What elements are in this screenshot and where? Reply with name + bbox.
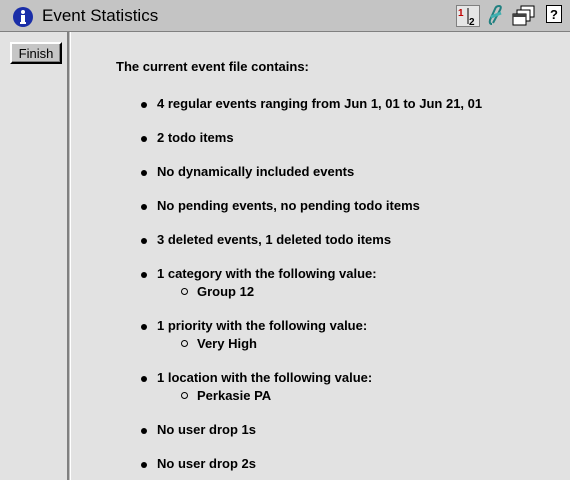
- list-item: 3 deleted events, 1 deleted todo items: [157, 232, 392, 247]
- list-item: 2 todo items: [157, 130, 234, 145]
- finish-button[interactable]: Finish: [10, 42, 62, 64]
- svg-text:1: 1: [458, 8, 464, 19]
- list-item: No pending events, no pending todo items: [157, 198, 420, 213]
- svg-text:2: 2: [469, 17, 475, 27]
- list-item: No dynamically included events: [157, 164, 355, 179]
- sub-list-item: Group 12: [197, 284, 255, 299]
- attachment-icon[interactable]: [487, 5, 505, 27]
- list-item: No user drop 1s: [157, 422, 256, 437]
- sort-icon[interactable]: [456, 5, 480, 27]
- list-item: 4 regular events ranging from Jun 1, 01 to Jun 21, 01: [157, 96, 483, 111]
- statistics-panel: [70, 32, 570, 480]
- sub-list-item: Very High: [197, 336, 257, 351]
- list-item: No user drop 2s: [157, 456, 256, 471]
- info-icon: [12, 6, 34, 28]
- list-item: 1 category with the following value:: [157, 266, 377, 281]
- button-pane: [0, 32, 69, 480]
- windows-icon[interactable]: [512, 5, 536, 27]
- window-title: Event Statistics: [42, 6, 159, 25]
- list-item: 1 priority with the following value:: [157, 318, 368, 333]
- svg-text:?: ?: [550, 7, 558, 22]
- list-item: 1 location with the following value:: [157, 370, 373, 385]
- help-icon[interactable]: [546, 5, 562, 27]
- intro-text: The current event file contains:: [116, 59, 309, 74]
- sub-list-item: Perkasie PA: [197, 388, 272, 403]
- title-bar: [0, 0, 570, 32]
